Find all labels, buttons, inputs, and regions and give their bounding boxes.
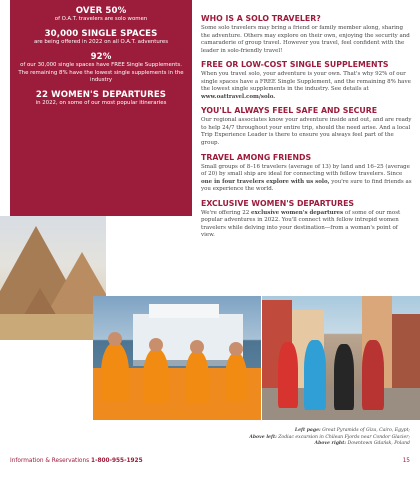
- stat-womens-departures: [18, 90, 184, 107]
- stat-heading: OVER 50%: [75, 6, 127, 16]
- traveler-figure: [143, 348, 169, 404]
- solo-link[interactable]: www.oattravel.com/solo.: [201, 93, 276, 100]
- stat-heading: 92%: [90, 52, 112, 63]
- traveler-head: [190, 340, 204, 354]
- stat-text: of O.A.T. travelers are solo women: [54, 16, 148, 22]
- traveler-figure: [278, 342, 298, 408]
- caption-label: Above left:: [249, 434, 277, 440]
- caption-label: Above right:: [314, 441, 347, 447]
- stat-text: in 2022, on some of our most popular itineraries: [35, 100, 167, 107]
- stats-panel: [10, 0, 192, 216]
- caption-label: Left page:: [294, 428, 321, 433]
- stat-solo-women: [18, 6, 184, 23]
- caption-line: [190, 441, 410, 448]
- section-body: [201, 164, 413, 194]
- section-single-supplements: [201, 60, 413, 101]
- body-text: Our regional associates know your adventure inside and out, and are ready to help 24/7 throughout your entire trip, should the need arise. And a local Trip Experience Leader is there to ensure you always feel part of the group.: [201, 117, 412, 147]
- section-womens-departures: [201, 199, 413, 240]
- traveler-figure: [334, 344, 354, 410]
- stat-text: of our 30,000 single spaces have FREE Single Supplements. The remaining 8% have the lowest single supplements in the industry: [18, 62, 184, 83]
- phone-number[interactable]: 1-800-955-1925: [91, 458, 143, 464]
- desert-sand: [0, 314, 106, 340]
- section-body: [201, 210, 413, 240]
- body-bold: exclusive women's departures: [251, 209, 344, 216]
- body-text: When you travel solo, your adventure is your own. That's why 92% of our single spaces have a FREE Single Supplement, and the remaining 8% have the lowest single supplements in the industry. See details at: [201, 71, 411, 93]
- traveler-figure: [362, 340, 384, 410]
- footer-label: Information & Reservations: [10, 458, 90, 464]
- section-body: [201, 25, 413, 55]
- traveler-head: [229, 342, 243, 356]
- caption-text: Great Pyramids of Giza, Cairo, Egypt;: [320, 428, 410, 433]
- article-column: [201, 14, 413, 245]
- section-title: WHO IS A SOLO TRAVELER?: [201, 14, 321, 23]
- section-title: FREE OR LOW-COST SINGLE SUPPLEMENTS: [201, 60, 389, 70]
- stat-single-spaces: [18, 29, 184, 46]
- body-text: Small groups of 8–16 travelers (average of 13) by land and 16–25 (average of 20) by small ship are ideal for connecting with fellow travelers. Since: [201, 163, 410, 178]
- section-title: TRAVEL AMONG FRIENDS: [201, 152, 312, 162]
- section-title: EXCLUSIVE WOMEN'S DEPARTURES: [201, 198, 355, 208]
- caption-text: Zodiac excursion in Chilean Fjords near Condor Glacier;: [276, 434, 410, 440]
- section-body: [201, 117, 413, 147]
- traveler-figure: [101, 342, 129, 402]
- section-solo-traveler: [201, 14, 413, 55]
- section-body: [201, 71, 413, 101]
- body-text: you're sure to find friends as you experience the world.: [201, 178, 412, 193]
- ship-deck: [149, 304, 219, 318]
- page-number: 15: [402, 458, 410, 464]
- body-bold: one in four travelers explore with us solo,: [201, 178, 330, 185]
- section-title: YOU'LL ALWAYS FEEL SAFE AND SECURE: [201, 106, 378, 116]
- body-text: Some solo travelers may bring a friend or family member along, sharing the adventure. Others may explore on their own, enjoying the security and camaraderie of group travel. However you travel, feel confident with the leader in solo-friendly travel!: [201, 25, 410, 54]
- stat-heading: 22 WOMEN'S DEPARTURES: [35, 90, 167, 101]
- caption-line: [190, 428, 410, 435]
- gdansk-street-photo: [262, 296, 420, 420]
- traveler-head: [108, 332, 122, 346]
- stat-free-supplements: [18, 52, 184, 84]
- footer-contact: [10, 458, 143, 464]
- traveler-head: [149, 338, 163, 352]
- photo-captions: [190, 428, 410, 448]
- caption-text: Downtown Gdańsk, Poland: [346, 441, 410, 447]
- body-text: of some of our most popular adventures in 2022. You'll connect with fellow intrepid women travelers while delving into your destination—from a woman's point of view.: [201, 209, 401, 239]
- traveler-figure: [304, 340, 326, 410]
- pyramids-photo: [0, 216, 106, 340]
- traveler-figure: [225, 352, 247, 402]
- section-travel-friends: [201, 153, 413, 194]
- body-text: We're offering 22: [201, 209, 252, 216]
- traveler-figure: [185, 350, 209, 404]
- stat-heading: 30,000 SINGLE SPACES: [44, 29, 158, 40]
- section-safe-secure: [201, 106, 413, 147]
- stat-text: are being offered in 2022 on all O.A.T. adventures: [33, 39, 169, 46]
- zodiac-excursion-photo: [93, 296, 261, 420]
- building: [392, 314, 420, 390]
